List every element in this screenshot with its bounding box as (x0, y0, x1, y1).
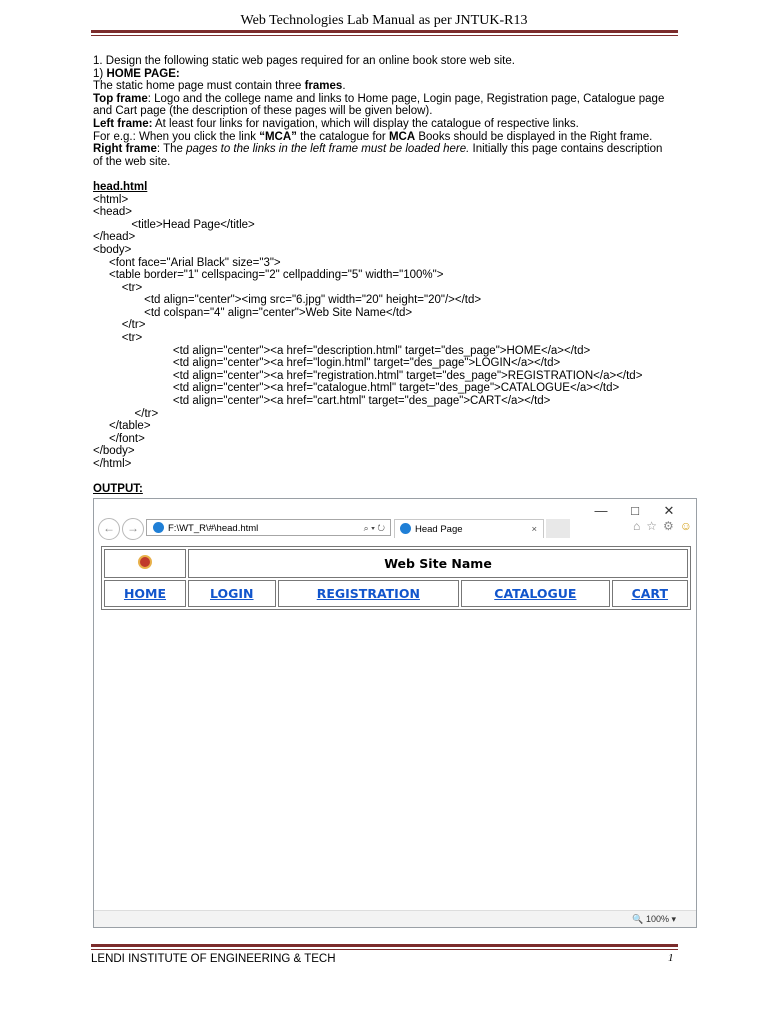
question-text: Design the following static web pages required for an online book store web site. (105, 55, 515, 67)
left-frame-label: Left frame: (93, 117, 153, 130)
left-frame-line (93, 118, 683, 131)
item-title: HOME PAGE: (106, 67, 180, 80)
document-body (93, 55, 683, 496)
code-line: <html> (93, 193, 129, 206)
question-line (93, 55, 683, 68)
code-line: </tr> (93, 407, 159, 420)
close-icon[interactable]: ✕ (663, 503, 675, 518)
gear-icon[interactable]: ⚙ (662, 519, 674, 533)
ie-icon (153, 522, 164, 533)
site-name: Web Site Name (188, 549, 688, 578)
right-frame-colon: : The (156, 143, 187, 156)
table-row (104, 580, 688, 607)
catalogue-link[interactable]: CATALOGUE (494, 586, 577, 601)
tab-close-icon[interactable]: × (531, 524, 537, 535)
code-line: <td align="center"><img src="6.jpg" width="20" height="20"/></td> (93, 294, 482, 307)
minimize-icon[interactable]: — (594, 503, 608, 518)
file-name: head.html (93, 180, 148, 193)
logo-icon (138, 555, 152, 569)
top-frame-line (93, 93, 683, 106)
item-number: 1) (93, 67, 104, 80)
frames-pre: The static home page must contain three (93, 80, 305, 93)
nav-cell (104, 580, 186, 607)
code-line: <table border="1" cellspacing="2" cellpadding="5" width="100%"> (93, 269, 444, 282)
footer-institute: LENDI INSTITUTE OF ENGINEERING & TECH (91, 953, 336, 965)
right-frame-line (93, 143, 683, 156)
star-icon[interactable]: ☆ (646, 519, 657, 533)
footer-rule (91, 944, 678, 947)
nav-cell (188, 580, 276, 607)
question-number: 1. (93, 55, 103, 67)
home-icon[interactable]: ⌂ (632, 519, 641, 533)
status-bar (94, 910, 696, 927)
code-line: <td align="center"><a href="catalogue.html" target="des_page">CATALOGUE</a></td> (93, 382, 620, 395)
code-line: </font> (93, 432, 145, 445)
code-line: <td colspan="4" align="center">Web Site Name</td> (93, 306, 413, 319)
frames-post: . (342, 80, 346, 93)
footer-rule-thin (91, 949, 678, 950)
left-frame-text: At least four links for navigation, which will display the catalogue of respective links. (152, 117, 579, 130)
forward-arrow-icon[interactable]: → (122, 518, 144, 540)
code-line: <tr> (93, 332, 143, 345)
code-line: </table> (93, 420, 151, 433)
code-line: </html> (93, 458, 132, 470)
tab-title: Head Page (415, 524, 463, 535)
login-link[interactable]: LOGIN (210, 586, 254, 601)
right-frame-italic: pages to the links in the left frame must be loaded here. (186, 143, 470, 156)
eg-link: “MCA” (259, 130, 297, 143)
smile-icon[interactable]: ☺ (679, 519, 692, 533)
header-rule-thin (91, 35, 678, 36)
right-frame-post: Initially this page contains description (469, 143, 663, 156)
code-line: <td align="center"><a href="login.html" target="des_page">LOGIN</a></td> (93, 357, 561, 370)
code-line: <tr> (93, 281, 143, 294)
browser-tab[interactable] (394, 519, 544, 538)
code-line: <body> (93, 243, 132, 256)
code-line: <head> (93, 206, 133, 219)
header-rule (91, 30, 678, 33)
code-line: </tr> (93, 319, 146, 332)
browser-screenshot (93, 498, 697, 928)
top-frame-text: : Logo and the college name and links to Home page, Login page, Registration page, Catalogue page (147, 92, 665, 105)
page-number: 1 (668, 952, 674, 964)
top-frame-label: Top frame (93, 92, 148, 105)
site-header-table (101, 546, 691, 610)
code-line: <font face="Arial Black" size="3"> (93, 256, 281, 269)
code-block (93, 194, 683, 471)
example-line (93, 131, 683, 144)
frames-bold: frames (304, 80, 343, 93)
frames-line (93, 80, 683, 93)
logo-cell (104, 549, 186, 578)
zoom-value: 100% (645, 914, 669, 924)
browser-icons (627, 519, 692, 533)
code-line: <title>Head Page</title> (93, 218, 255, 231)
zoom-level[interactable]: 🔍 100% ▾ (632, 914, 676, 924)
table-row (104, 549, 688, 578)
right-frame-line-2: of the web site. (93, 155, 171, 168)
address-bar[interactable] (146, 519, 391, 536)
code-line: <td align="center"><a href="registration.html" target="des_page">REGISTRATION</a></td> (93, 369, 643, 382)
cart-link[interactable]: CART (631, 586, 669, 601)
window-controls (584, 503, 686, 519)
page-header-title: Web Technologies Lab Manual as per JNTUK-R13 (240, 13, 528, 28)
eg-post: Books should be displayed in the Right frame. (415, 130, 653, 143)
code-line: <td align="center"><a href="cart.html" target="des_page">CART</a></td> (93, 395, 551, 408)
eg-pre: For e.g.: When you click the link (93, 130, 260, 143)
nav-cell (278, 580, 460, 607)
item-heading (93, 68, 683, 81)
registration-link[interactable]: REGISTRATION (316, 586, 420, 601)
eg-mca: MCA (388, 130, 416, 143)
maximize-icon[interactable]: □ (631, 503, 639, 518)
code-line: <td align="center"><a href="description.html" target="des_page">HOME</a></td> (93, 344, 591, 357)
nav-cell (612, 580, 688, 607)
browser-toolbar (94, 499, 696, 541)
new-tab-button[interactable] (546, 519, 570, 538)
right-frame-label: Right frame (93, 143, 157, 156)
ie-icon (400, 523, 411, 534)
output-label: OUTPUT: (93, 483, 143, 496)
back-arrow-icon[interactable]: ← (98, 518, 120, 540)
top-frame-line-2: and Cart page (the description of these pages will be given below). (93, 105, 433, 118)
code-line: </body> (93, 445, 135, 458)
eg-mid: the catalogue for (296, 130, 389, 143)
address-text: F:\WT_R\#\head.html (168, 523, 259, 534)
code-line: </head> (93, 231, 136, 244)
address-tools-icon[interactable]: ⌕ ▾ ↻ (363, 523, 385, 533)
home-link[interactable]: HOME (123, 586, 167, 601)
nav-cell (461, 580, 609, 607)
